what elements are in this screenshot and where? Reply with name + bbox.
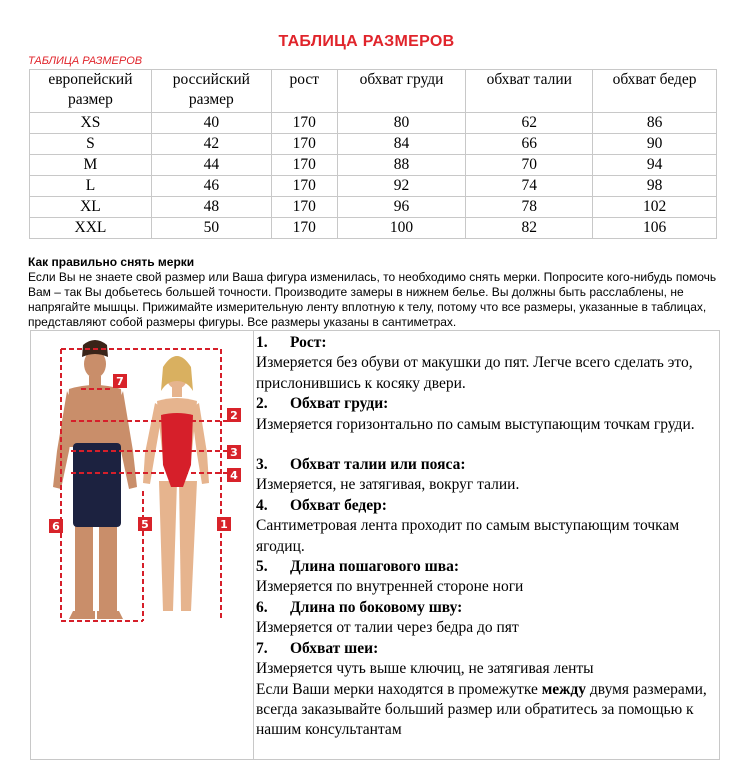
table-row	[30, 218, 717, 239]
cell-waist: 82	[466, 218, 593, 239]
measure-desc-2: Измеряется горизонтально по самым выступающим точкам груди.	[256, 415, 695, 433]
cell-chest: 84	[337, 134, 466, 155]
size-advice: Если Ваши мерки находятся в промежутке между двумя размерами, всегда заказывайте больший размер или обратитесь за помощью к нашим консультантам	[256, 680, 707, 739]
cell-chest: 88	[337, 155, 466, 176]
cell-height: 170	[271, 113, 337, 134]
cell-hips: 106	[593, 218, 717, 239]
marker-1-label: 1	[220, 518, 228, 531]
measure-title-7: 7. Обхват шеи:	[256, 639, 379, 657]
man-shorts	[73, 443, 121, 527]
cell-waist: 78	[466, 197, 593, 218]
how-to-heading: Как правильно снять мерки	[28, 255, 195, 269]
figure-panel	[31, 331, 254, 759]
marker-2	[227, 408, 241, 422]
cell-hips: 90	[593, 134, 717, 155]
cell-hips: 98	[593, 176, 717, 197]
measure-title-4: 4. Обхват бедер:	[256, 496, 387, 514]
body-measurement-illustration	[31, 331, 253, 759]
marker-6-label: 6	[52, 520, 60, 533]
marker-4-label: 4	[230, 469, 238, 482]
cell-height: 170	[271, 155, 337, 176]
marker-5-label: 5	[141, 518, 149, 531]
header-eu-size: европейский размер	[30, 70, 152, 113]
cell-ru-size: 50	[151, 218, 271, 239]
cell-ru-size: 42	[151, 134, 271, 155]
table-row	[30, 113, 717, 134]
measure-desc-4: Сантиметровая лента проходит по самым выступающим точкам ягодиц.	[256, 517, 680, 555]
header-waist: обхват талии	[466, 70, 593, 113]
measure-title-3: 3. Обхват талии или пояса:	[256, 456, 466, 474]
cell-ru-size: 40	[151, 113, 271, 134]
cell-chest: 92	[337, 176, 466, 197]
measure-title-5: 5. Длина пошагового шва:	[256, 558, 460, 576]
cell-height: 170	[271, 197, 337, 218]
marker-3-label: 3	[230, 446, 238, 459]
measure-title-6: 6. Длина по боковому шву:	[256, 598, 463, 616]
cell-ru-size: 46	[151, 176, 271, 197]
cell-chest: 80	[337, 113, 466, 134]
header-height: рост	[271, 70, 337, 113]
cell-waist: 66	[466, 134, 593, 155]
spacer	[256, 435, 716, 455]
measure-desc-3: Измеряется, не затягивая, вокруг талии.	[256, 476, 520, 494]
marker-4	[227, 468, 241, 482]
measure-title-2: 2. Обхват груди:	[256, 395, 389, 413]
marker-6	[49, 519, 63, 533]
cell-height: 170	[271, 218, 337, 239]
measure-title-1: 1. Рост:	[256, 334, 327, 351]
cell-hips: 86	[593, 113, 717, 134]
cell-eu-size: M	[30, 155, 152, 176]
table-row	[30, 176, 717, 197]
cell-eu-size: XL	[30, 197, 152, 218]
how-to-body: Если Вы не знаете свой размер или Ваша фигура изменилась, то необходимо снять мерки. Попросите кого-нибудь помочь Вам – так Вы добьетесь большей точности. Производите замеры в нижнем белье. Вы должны быть расслаблены, не напрягайте мышцы. Прижимайте измерительную ленту вплотную к телу, потому что все размеры, указанные в таблицах, представляют собой размеры фигуры. Все размеры указаны в сантиметрах.	[28, 270, 717, 329]
cell-eu-size: XXL	[30, 218, 152, 239]
table-row	[30, 134, 717, 155]
marker-7-label: 7	[116, 375, 124, 388]
cell-waist: 62	[466, 113, 593, 134]
cell-chest: 100	[337, 218, 466, 239]
cell-ru-size: 48	[151, 197, 271, 218]
page-title: ТАБЛИЦА РАЗМЕРОВ	[278, 33, 455, 50]
marker-2-label: 2	[230, 409, 238, 422]
measure-desc-7: Измеряется чуть выше ключиц, не затягивая ленты	[256, 660, 594, 678]
cell-height: 170	[271, 134, 337, 155]
cell-ru-size: 44	[151, 155, 271, 176]
cell-hips: 94	[593, 155, 717, 176]
how-to-measure	[28, 255, 718, 330]
marker-5	[138, 517, 152, 531]
cell-waist: 70	[466, 155, 593, 176]
measure-desc-1: Измеряется без обуви от макушки до пят. Легче всего сделать это, прислонившись к косяку двери.	[256, 354, 693, 392]
table-row	[30, 197, 717, 218]
measure-instructions	[256, 333, 716, 741]
cell-eu-size: S	[30, 134, 152, 155]
cell-height: 170	[271, 176, 337, 197]
marker-3	[227, 445, 241, 459]
cell-eu-size: XS	[30, 113, 152, 134]
cell-waist: 74	[466, 176, 593, 197]
measure-desc-6: Измеряется от талии через бедра до пят	[256, 619, 519, 637]
cell-chest: 96	[337, 197, 466, 218]
cell-eu-size: L	[30, 176, 152, 197]
size-table	[29, 69, 717, 239]
measure-desc-5: Измеряется по внутренней стороне ноги	[256, 578, 524, 596]
marker-7	[113, 374, 127, 388]
table-caption: ТАБЛИЦА РАЗМЕРОВ	[28, 55, 143, 67]
marker-1	[217, 517, 231, 531]
measure-guide	[30, 330, 720, 760]
header-ru-size: российский размер	[151, 70, 271, 113]
table-header-row	[30, 70, 717, 113]
header-hips: обхват бедер	[593, 70, 717, 113]
cell-hips: 102	[593, 197, 717, 218]
table-row	[30, 155, 717, 176]
header-chest: обхват груди	[337, 70, 466, 113]
